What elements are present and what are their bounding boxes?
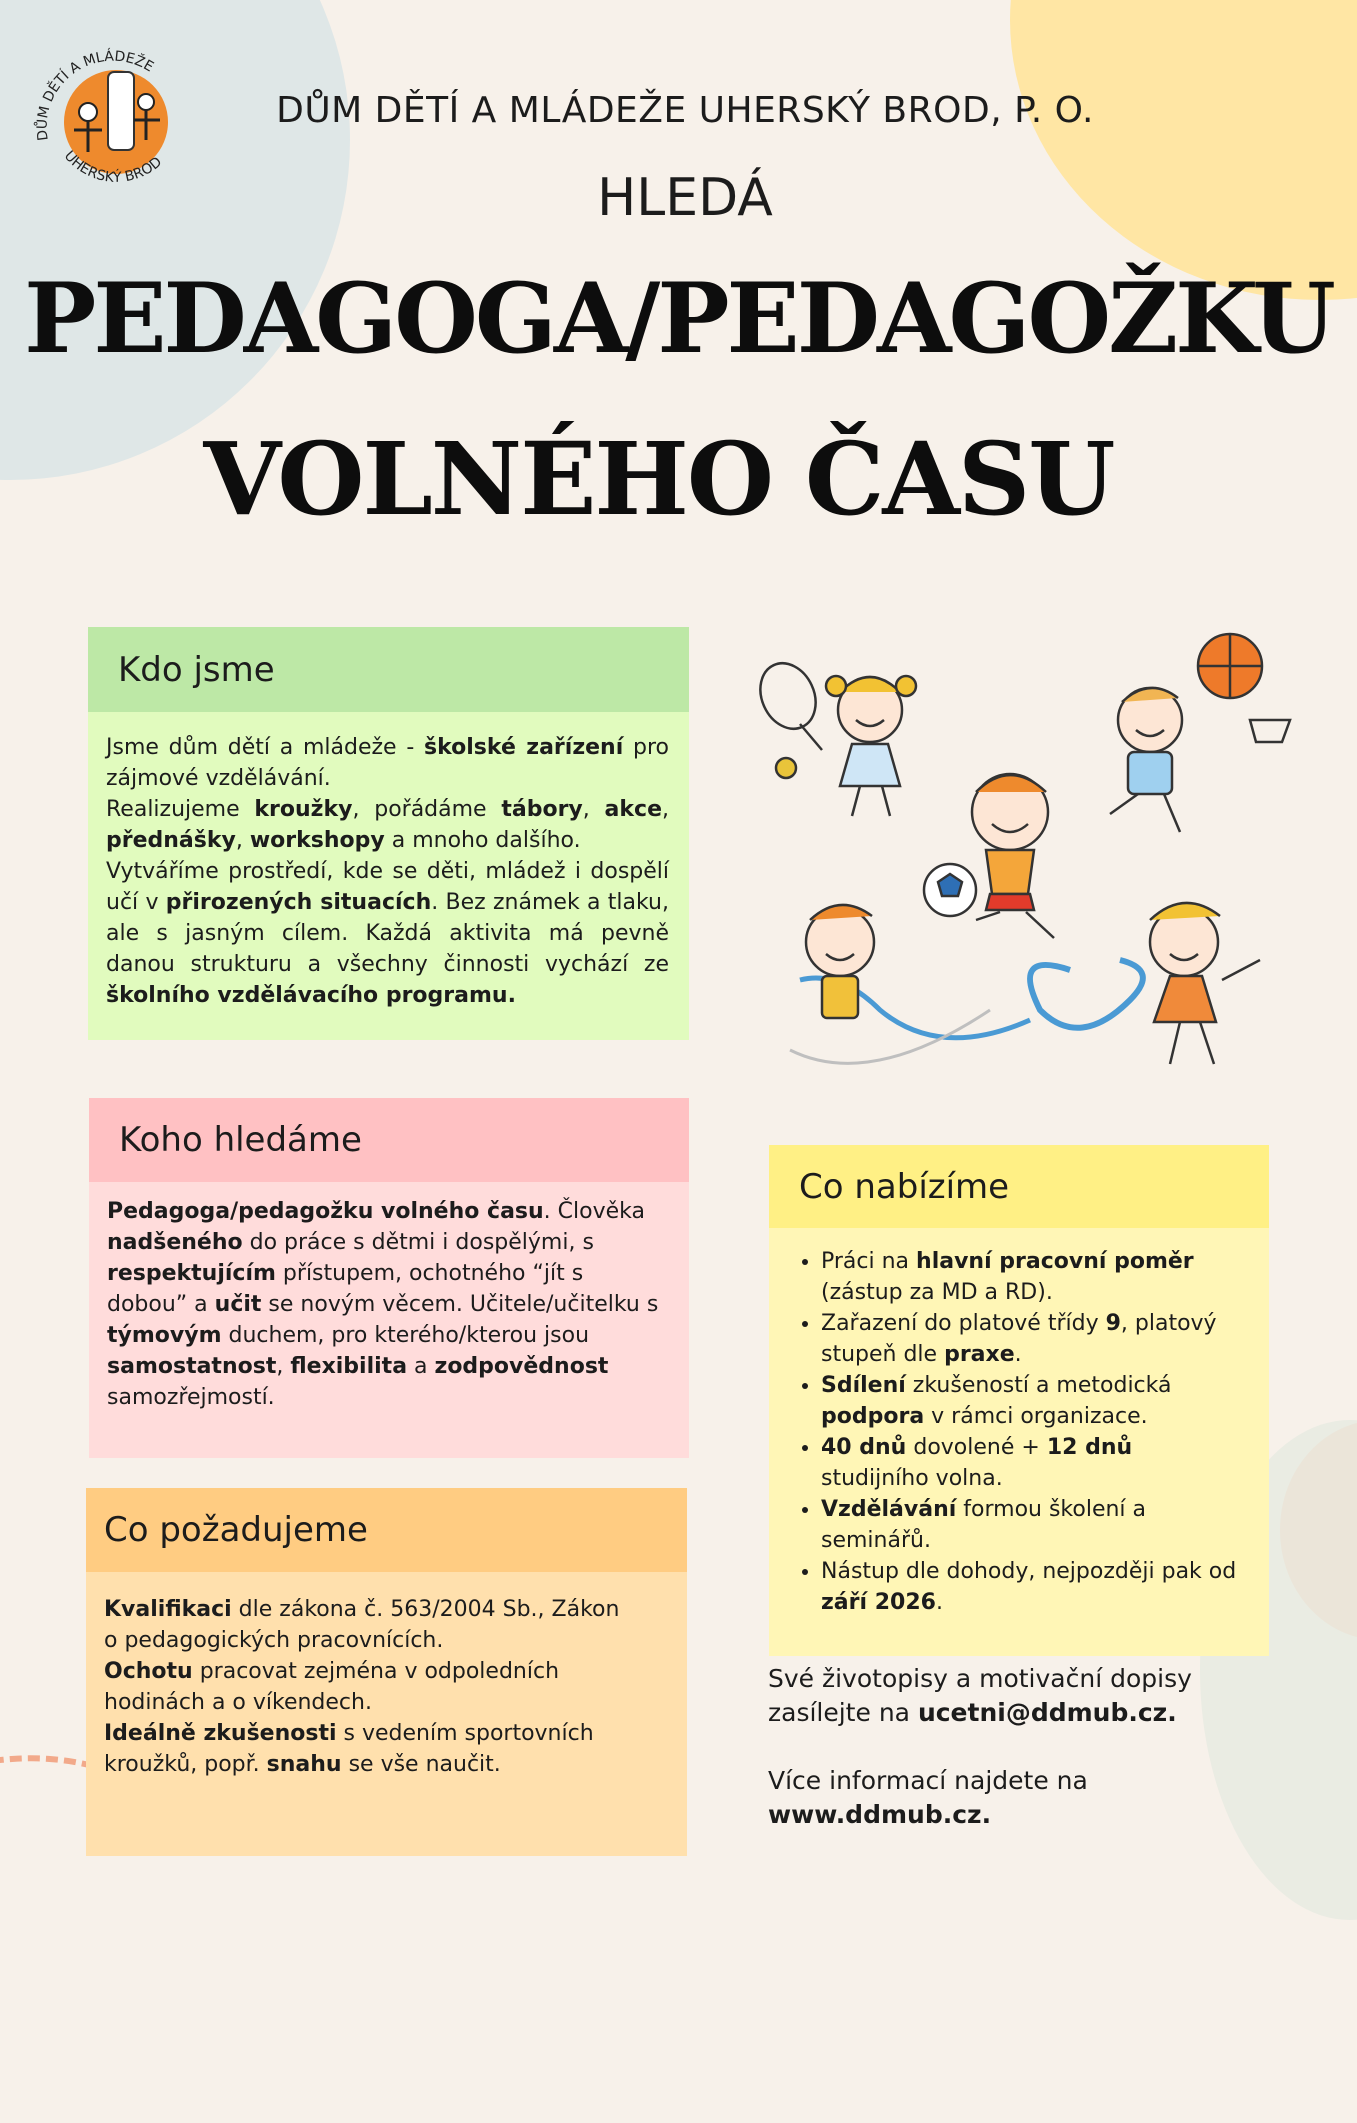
paragraph: Vytváříme prostředí, kde se děti, mládež i dospělí učí v přirozených situacích. Bez známek a tlaku, ale s jasným cílem. Každá aktivita má pevně danou strukturu a všechny činnosti vychází ze školního vzdělávacího programu. xyxy=(106,859,669,1008)
list-item: • Zařazení do platové třídy 9, platový stupeň dle praxe. xyxy=(821,1308,1239,1370)
seeks-heading: HLEDÁ xyxy=(597,168,773,228)
card-heading: Co nabízíme xyxy=(769,1145,1269,1228)
basketball-boy xyxy=(1110,634,1290,832)
ddm-logo xyxy=(28,44,200,196)
card-co-pozadujeme xyxy=(86,1488,687,1856)
logo-text-bottom: UHERSKÝ BROD xyxy=(60,147,166,186)
job-title-line1: PEDAGOGA/PEDAGOŽKU xyxy=(24,262,1333,375)
card-heading: Co požadujeme xyxy=(86,1488,687,1572)
card-heading: Kdo jsme xyxy=(88,627,689,712)
list-item: • Práci na hlavní pracovní poměr (zástup za MD a RD). xyxy=(821,1246,1239,1308)
paragraph: Jsme dům dětí a mládeže - školské zařízení pro zájmové vzdělávání. xyxy=(106,735,669,791)
card-body xyxy=(88,712,689,1040)
card-heading: Koho hledáme xyxy=(89,1098,689,1182)
card-body xyxy=(89,1182,689,1458)
card-kdo-jsme xyxy=(88,627,689,1040)
list-item: • Vzdělávání formou školení a seminářů. xyxy=(821,1494,1239,1556)
kids-sports-illustration xyxy=(730,620,1300,1090)
paragraph: Ochotu pracovat zejména v odpoledních hodinách a o víkendech. xyxy=(104,1659,560,1715)
paragraph: Kvalifikaci dle zákona č. 563/2004 Sb., Zákon o pedagogických pracovnících. xyxy=(104,1597,620,1653)
list-item: • 40 dnů dovolené + 12 dnů studijního volna. xyxy=(821,1432,1239,1494)
paragraph: Ideálně zkušenosti s vedením sportovních kroužků, popř. snahu se vše naučit. xyxy=(104,1721,594,1777)
organization-name: DŮM DĚTÍ A MLÁDEŽE UHERSKÝ BROD, P. O. xyxy=(276,90,1094,131)
tennis-girl xyxy=(750,654,916,816)
soccer-boy xyxy=(924,774,1054,938)
card-body xyxy=(86,1572,687,1856)
offer-list xyxy=(789,1246,1239,1618)
list-item: • Sdílení zkušeností a metodická podpora v rámci organizace. xyxy=(821,1370,1239,1432)
list-item: • Nástup dle dohody, nejpozději pak od září 2026. xyxy=(821,1556,1239,1618)
ribbon-girl xyxy=(1030,903,1260,1064)
paragraph: Pedagoga/pedagožku volného času. Člověka nadšeného do práce s dětmi i dospělými, s respektujícím přístupem, ochotného “jít s dobou” a učit se novým věcem. Učitele/učitelku s týmovým duchem, pro kterého/kterou jsou samostatnost, flexibilita a zodpovědnost samozřejmostí. xyxy=(107,1199,659,1410)
card-koho-hledame xyxy=(89,1098,689,1458)
contact-email-block: Své životopisy a motivační dopisy zasílejte na ucetni@ddmub.cz. xyxy=(768,1664,1192,1727)
logo-text-top: DŮM DĚTÍ A MLÁDEŽE xyxy=(34,48,157,142)
card-co-nabizime xyxy=(769,1145,1269,1656)
paragraph: Realizujeme kroužky, pořádáme tábory, akce, přednášky, workshopy a mnoho dalšího. xyxy=(106,797,669,853)
job-title-line2: VOLNÉHO ČASU xyxy=(203,420,1114,538)
card-body xyxy=(769,1228,1269,1656)
website-link[interactable]: www.ddmub.cz. xyxy=(768,1800,992,1829)
running-boy xyxy=(790,905,1030,1063)
email-link[interactable]: ucetni@ddmub.cz. xyxy=(917,1698,1177,1727)
contact-web-block: Více informací najdete na www.ddmub.cz. xyxy=(768,1766,1088,1829)
